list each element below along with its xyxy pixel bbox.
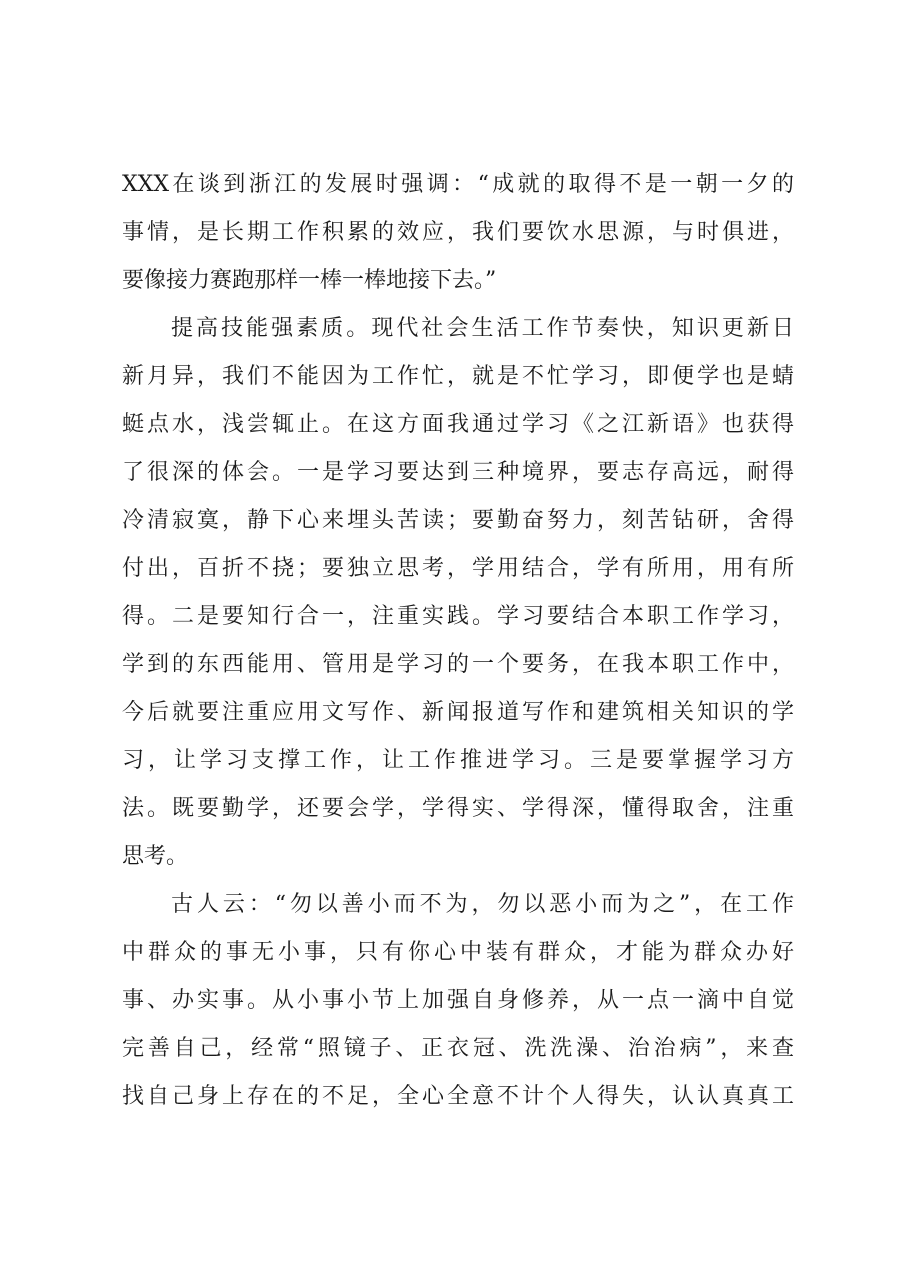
text-line: 完善自己，经常“照镜子、正衣冠、洗洗澡、治治病”，来查: [122, 1036, 794, 1061]
text-line: 付出，百折不挠；要独立思考，学用结合，学有所用，用有所: [122, 556, 794, 581]
text-line: 习，让学习支撑工作，让工作推进学习。三是要掌握学习方: [122, 748, 794, 773]
text-line: 事、办实事。从小事小节上加强自身修养，从一点一滴中自觉: [122, 988, 794, 1013]
text-line: 法。既要勤学，还要会学，学得实、学得深，懂得取舍，注重: [122, 796, 794, 821]
text-line: 提高技能强素质。现代社会生活工作节奏快，知识更新日: [171, 316, 794, 341]
text-line: 学到的东西能用、管用是学习的一个要务，在我本职工作中，: [122, 652, 794, 677]
text-line: 要像接力赛跑那样一棒一棒地接下去。”: [122, 268, 497, 293]
text-line: 蜓点水，浅尝辄止。在这方面我通过学习《之江新语》也获得: [122, 412, 794, 437]
text-line: 了很深的体会。一是学习要达到三种境界，要志存高远，耐得: [122, 460, 794, 485]
text-line: 事情，是长期工作积累的效应，我们要饮水思源，与时俱进，: [122, 220, 794, 245]
text-line: XXX在谈到浙江的发展时强调：“成就的取得不是一朝一夕的: [122, 172, 794, 197]
text-line: 新月异，我们不能因为工作忙，就是不忙学习，即便学也是蜻: [122, 364, 794, 389]
text-line: 找自己身上存在的不足，全心全意不计个人得失，认认真真工: [122, 1084, 794, 1109]
text-line: 中群众的事无小事，只有你心中装有群众，才能为群众办好: [122, 940, 794, 965]
text-line: 思考。: [122, 844, 189, 869]
text-line: 今后就要注重应用文写作、新闻报道写作和建筑相关知识的学: [122, 700, 794, 725]
text-line: 得。二是要知行合一，注重实践。学习要结合本职工作学习，: [122, 604, 794, 629]
text-line: 古人云：“勿以善小而不为，勿以恶小而为之”，在工作: [171, 892, 794, 917]
text-line: 冷清寂寞，静下心来埋头苦读；要勤奋努力，刻苦钻研，舍得: [122, 508, 794, 533]
